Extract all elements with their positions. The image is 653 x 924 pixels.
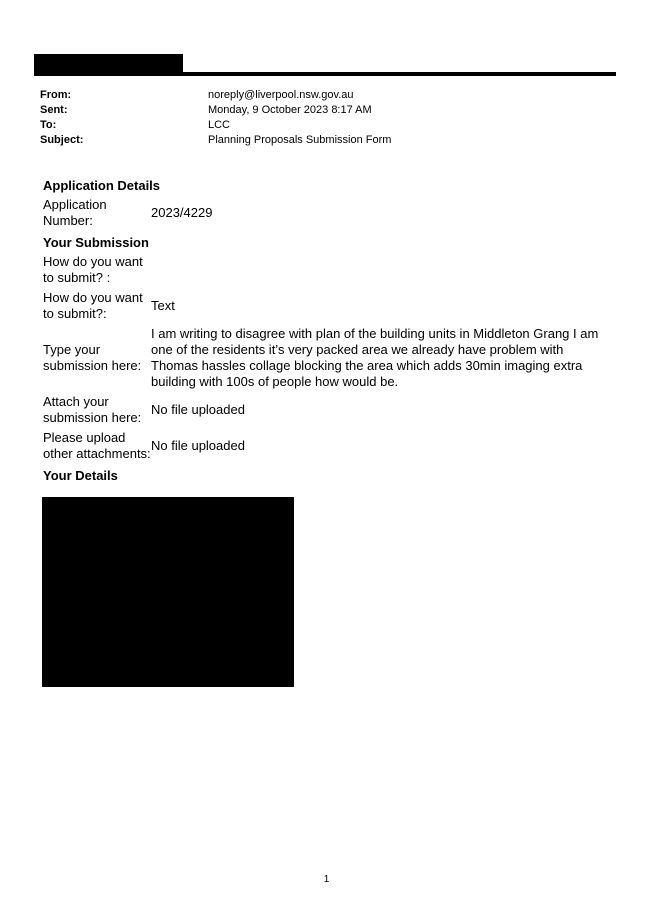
how-submit-label-1: How do you want to submit? : — [43, 254, 143, 285]
application-number-label: Application Number: — [43, 197, 107, 228]
redacted-personal-details — [42, 497, 294, 687]
application-number-row — [43, 197, 613, 229]
to-value: LCC — [208, 119, 231, 131]
header-divider — [34, 72, 616, 76]
attach-submission-label: Attach your submission here: — [43, 394, 142, 425]
page-number: 1 — [323, 874, 330, 885]
attach-submission-row — [43, 394, 613, 426]
how-submit-label-2: How do you want to submit?: — [43, 290, 143, 321]
subject-label: Subject: — [40, 134, 84, 146]
sent-value: Monday, 9 October 2023 8:17 AM — [208, 104, 372, 116]
type-submission-label: Type your submission here: — [43, 342, 142, 373]
submission-form — [43, 176, 613, 487]
how-submit-value-2: Text — [151, 298, 175, 313]
how-submit-row-2 — [43, 290, 613, 322]
email-header — [40, 88, 600, 148]
from-row — [40, 88, 600, 103]
section-your-submission: Your Submission — [43, 235, 149, 250]
other-attachments-value: No file uploaded — [151, 438, 245, 453]
subject-row — [40, 133, 600, 148]
from-label: From: — [40, 89, 72, 101]
attach-submission-value: No file uploaded — [151, 402, 245, 417]
application-number-value: 2023/4229 — [151, 205, 213, 220]
redacted-header-block — [34, 54, 183, 74]
type-submission-value: I am writing to disagree with plan of the building units in Middleton Grang I am one of the residents it’s very packed area we already have problem with Thomas hassles collage blocking the area which adds 30min imaging extra building with 100s of people how would be. — [151, 326, 599, 389]
from-value: noreply@liverpool.nsw.gov.au — [208, 89, 354, 101]
sent-label: Sent: — [40, 104, 68, 116]
type-submission-row — [43, 326, 613, 390]
section-application-details: Application Details — [43, 178, 161, 193]
other-attachments-row — [43, 430, 613, 462]
sent-row — [40, 103, 600, 118]
how-submit-row-1 — [43, 254, 613, 286]
to-row — [40, 118, 600, 133]
subject-value: Planning Proposals Submission Form — [208, 134, 392, 146]
other-attachments-label: Please upload other attachments: — [43, 430, 151, 461]
to-label: To: — [40, 119, 57, 131]
section-your-details: Your Details — [43, 468, 118, 483]
